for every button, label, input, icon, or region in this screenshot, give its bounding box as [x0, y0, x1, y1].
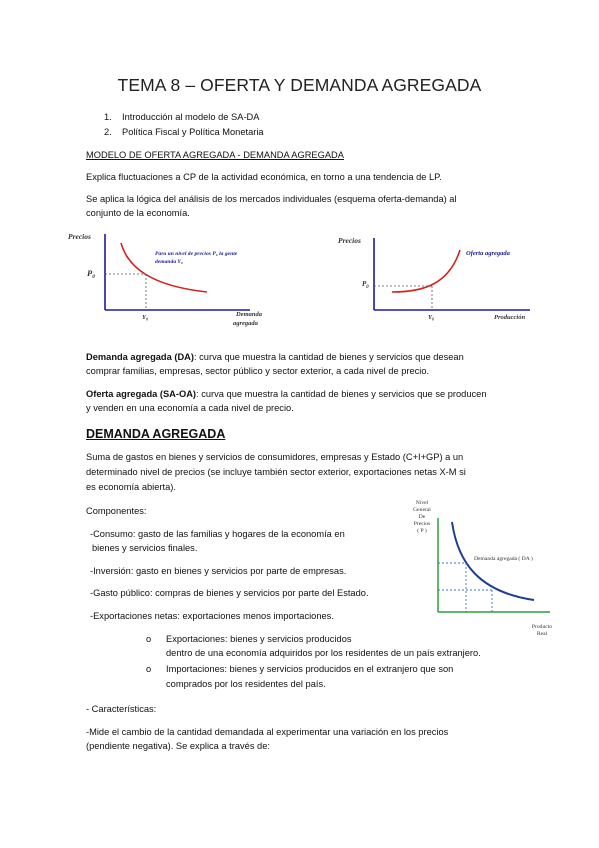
da-definition-line-1 — [86, 351, 464, 364]
x-axis-label-line-2: agregada — [233, 320, 258, 327]
index-text: Introducción al modelo de SA-DA — [122, 112, 260, 122]
components-label: Componentes: — [86, 506, 147, 516]
sec2-paragraph-line-3: es economía abierta). — [86, 482, 176, 492]
index-number: 1. — [104, 112, 112, 122]
importaciones-line-1: Importaciones: bienes y servicios producidos en el extranjero que son — [166, 664, 454, 674]
oa-definition-term: Oferta agregada (SA-OA) — [86, 389, 197, 399]
page-title: TEMA 8 – OFERTA Y DEMANDA AGREGADA — [117, 75, 482, 95]
annotation-line-2: demanda Y₀ — [155, 259, 183, 265]
annotation-line-1: Para un nivel de precios P₀ la gente — [155, 251, 238, 257]
y0-label: Y₀ — [428, 314, 435, 321]
section-heading-demanda-agregada: DEMANDA AGREGADA — [86, 427, 226, 441]
intro-paragraph-2-line-2: conjunto de la economía. — [86, 208, 190, 218]
index-item-2 — [104, 126, 264, 139]
index-number: 2. — [104, 127, 112, 137]
y-axis-label-line-3: De — [418, 514, 426, 520]
y-axis-label-line-2: General — [413, 507, 431, 513]
supply-curve-label: Oferta agregada — [466, 250, 510, 257]
y-axis-label: Precios — [68, 232, 91, 241]
y-axis-label: Precios — [338, 236, 361, 245]
component-exportaciones-netas: -Exportaciones netas: exportaciones menos importaciones. — [90, 611, 334, 621]
oa-definition-line-2: y venden en una economía a cada nivel de precio. — [86, 403, 294, 413]
index-text: Política Fiscal y Política Monetaria — [122, 127, 264, 137]
characteristics-line-1: -Mide el cambio de la cantidad demandada al experimentar una variación en los precios — [86, 727, 449, 737]
x-axis-label: Producción — [494, 314, 526, 321]
price-label: $P_0$ — [87, 268, 95, 280]
characteristics-label: - Características: — [86, 704, 157, 714]
exportaciones-line-2: dentro de una economía adquiridos por los residentes de un país extranjero. — [166, 648, 481, 658]
y-axis-label-line-1: Nivel — [415, 500, 429, 506]
sub-bullet-icon: o — [146, 634, 152, 644]
intro-paragraph-1: Explica fluctuaciones a CP de la actividad económica, en torno a una tendencia de LP. — [86, 172, 442, 182]
oa-definition-line-1 — [86, 388, 486, 401]
da-definition-text: : curva que muestra la cantidad de bienes y servicios que desean — [193, 352, 464, 362]
importaciones-line-2: comprados por los residentes del país. — [166, 679, 326, 689]
intro-paragraph-2-line-1: Se aplica la lógica del análisis de los mercados individuales (esquema oferta-demanda) al — [86, 194, 457, 204]
sub-bullet-icon: o — [146, 664, 152, 674]
y0-label: Y₀ — [142, 314, 149, 321]
x-axis-label-line-1: Demanda — [236, 311, 262, 318]
da-definition-line-2: comprar familias, empresas, sector público y sector exterior, a cada nivel de precio. — [86, 366, 430, 376]
component-consumo-line-2: bienes y servicios finales. — [92, 543, 198, 553]
component-inversion: -Inversión: gasto en bienes y servicios por parte de empresas. — [90, 566, 347, 576]
characteristics-line-2: (pendiente negativa). Se explica a través de: — [86, 741, 270, 751]
section-heading-model: MODELO DE OFERTA AGREGADA - DEMANDA AGREGADA — [86, 150, 344, 160]
y-axis-label-line-5: ( P ) — [417, 528, 427, 534]
x-axis-label-line-1: Producto — [531, 624, 553, 630]
aggregate-demand-curve-figure — [400, 494, 570, 640]
demand-curve-label: Demanda agregada ( DA ) — [474, 556, 533, 562]
index-item-1 — [104, 111, 260, 124]
x-axis-label-line-2: Real — [536, 631, 548, 637]
aggregate-demand-figure — [62, 228, 282, 332]
sec2-paragraph-line-2: determinado nivel de precios (se incluye también sector exterior, exportaciones netas X-M si — [86, 467, 466, 477]
component-gasto-publico: -Gasto público: compras de bienes y servicios por parte del Estado. — [90, 588, 369, 598]
y-axis-label-line-4: Precios — [413, 521, 431, 527]
da-definition-term: Demanda agregada (DA) — [86, 352, 194, 362]
sec2-paragraph-line-1: Suma de gastos en bienes y servicios de consumidores, empresas y Estado (C+I+GP) a un — [86, 452, 464, 462]
aggregate-supply-figure — [334, 228, 534, 324]
exportaciones-line-1: Exportaciones: bienes y servicios producidos — [166, 634, 352, 644]
oa-definition-text: : curva que muestra la cantidad de bienes y servicios que se producen — [196, 389, 487, 399]
price-label: $P_0$ — [362, 280, 369, 290]
component-consumo-line-1: -Consumo: gasto de las familias y hogares de la economía en — [90, 529, 345, 539]
